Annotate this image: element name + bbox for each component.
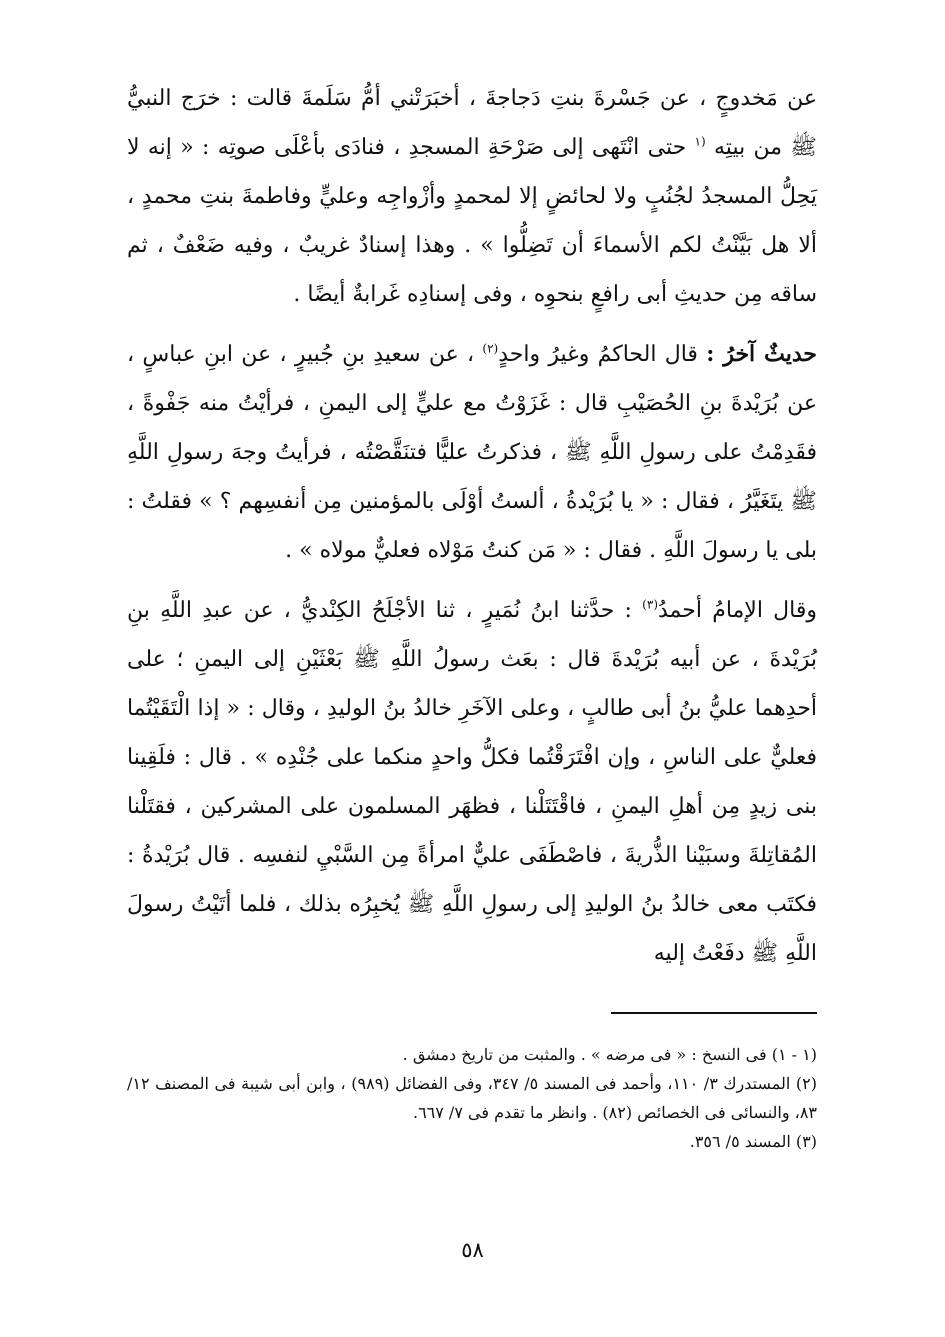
paragraph-2-text-after: ، عن سعيدِ بنِ جُبيرٍ ، عن ابنِ عباسٍ ، عن بُرَيْدةَ بنِ الحُصَيْبِ قال : غَزَوْتُ مع عليٍّ إلى اليمنِ ، فرأيْتُ منه جَفْوةً ، فقَدِمْتُ على رسولِ اللَّهِ ﷺ ، فذكرتُ عليًّا فتنَقَّصْتُه ، فرأيتُ وجهَ رسولِ اللَّهِ ﷺ يتَغَيَّرُ ، فقال : « يا بُرَيْدةُ ، ألستُ أوْلَى بالمؤمنين مِن أنفسِهم ؟ » فقلتُ : بلى يا رسولَ اللَّهِ . فقال : « مَن كنتُ مَوْلاه فعليٌّ مولاه » . bbox=[127, 342, 818, 563]
paragraph-3-text: وقال الإمامُ أحمدُ bbox=[658, 598, 818, 623]
page-number: ٥٨ bbox=[461, 1238, 484, 1262]
footnote-3: (٣) المسند ٥/ ٣٥٦. bbox=[689, 1132, 817, 1151]
paragraph-1 bbox=[127, 74, 817, 319]
paragraph-1-text: عن مَخدوجٍ ، عن جَسْرةَ بنتِ دَجاجةَ ، أخبَرَتْني أمُّ سَلَمةَ قالت : خرَج النبيُّ ﷺ من بيتِه bbox=[127, 86, 817, 160]
footnote-1: (١ - ١) فى النسخ : « فى مرضه » . والمثبت من تاريخ دمشق . bbox=[402, 1045, 817, 1064]
paragraph-2-heading: حديثٌ آخرُ : bbox=[706, 341, 817, 367]
paragraph-3 bbox=[127, 586, 817, 978]
footnote-separator bbox=[611, 1012, 817, 1014]
footnote-ref-3: (٣) bbox=[642, 597, 658, 612]
footnote-2: (٢) المستدرك ٣/ ١١٠، وأحمد فى المسند ٥/ ٣٤٧، وفى الفضائل (٩٨٩) ، وابن أبى شيبة فى المصنف ١٢/ ٨٣، والنسائى فى الخصائص (٨٢) . وانظر ما تقدم فى ٧/ ٦٦٧. bbox=[127, 1074, 817, 1122]
footnote-ref-2: (٢) bbox=[482, 341, 499, 356]
paragraph-3-text-after: : حدَّثنا ابنُ نُمَيرٍ ، ثنا الأجْلَحُ الكِنْديُّ ، عن عبدِ اللَّهِ بنِ بُرَيْدةَ ، عن أبيه بُرَيْدةَ قال : بعَث رسولُ اللَّهِ ﷺ بَعْثَيْنِ إلى اليمنِ ؛ على أحدِهما عليُّ بنُ أبى طالبٍ ، وعلى الآخَرِ خالدُ بنُ الوليدِ ، وقال : « إذا الْتَقَيْتُما فعليٌّ على الناسِ ، وإن افْتَرَقْتُما فكلُّ واحدٍ منكما على جُنْدِه » . قال : فلَقِينا بنى زيدٍ مِن أهلِ اليمنِ ، فاقْتَتَلْنا ، فظهَر المسلمون على المشركين ، فقتَلْنا المُقاتِلةَ وسبَيْنا الذُّريةَ ، فاصْطَفَى عليٌّ امرأةً مِن السَّبْيِ لنفسِه . قال بُرَيْدةُ : فكتَب معى خالدُ بنُ الوليدِ إلى رسولِ اللَّهِ ﷺ يُخبِرُه بذلك ، فلما أتَيْتُ رسولَ اللَّهِ ﷺ دفَعْتُ إليه bbox=[127, 598, 817, 966]
main-text bbox=[127, 74, 817, 978]
footnote-ref-1: (١ bbox=[694, 134, 706, 149]
paragraph-2 bbox=[127, 330, 817, 575]
paragraph-1-text-after: حتى انْتَهى إلى صَرْحَةِ المسجدِ ، فنادَى بأعْلَى صوتِه : « إنه لا يَحِلُّ المسجدُ لجُنُبٍ ولا لحائضٍ إلا لمحمدٍ وأزْواجِه وعليٍّ وفاطمةَ بنتِ محمدٍ ، ألا هل بَيَّنْتُ لكم الأسماءَ أن تَضِلُّوا » . وهذا إسنادٌ غريبٌ ، وفيه ضَعْفٌ ، ثم ساقه مِن حديثِ أبى رافعٍ بنحوِه ، وفى إسنادِه غَرابةٌ أيضًا . bbox=[127, 135, 817, 307]
footnotes bbox=[127, 1040, 817, 1156]
paragraph-2-text: قال الحاكمُ وغيرُ واحدٍ bbox=[498, 342, 698, 367]
